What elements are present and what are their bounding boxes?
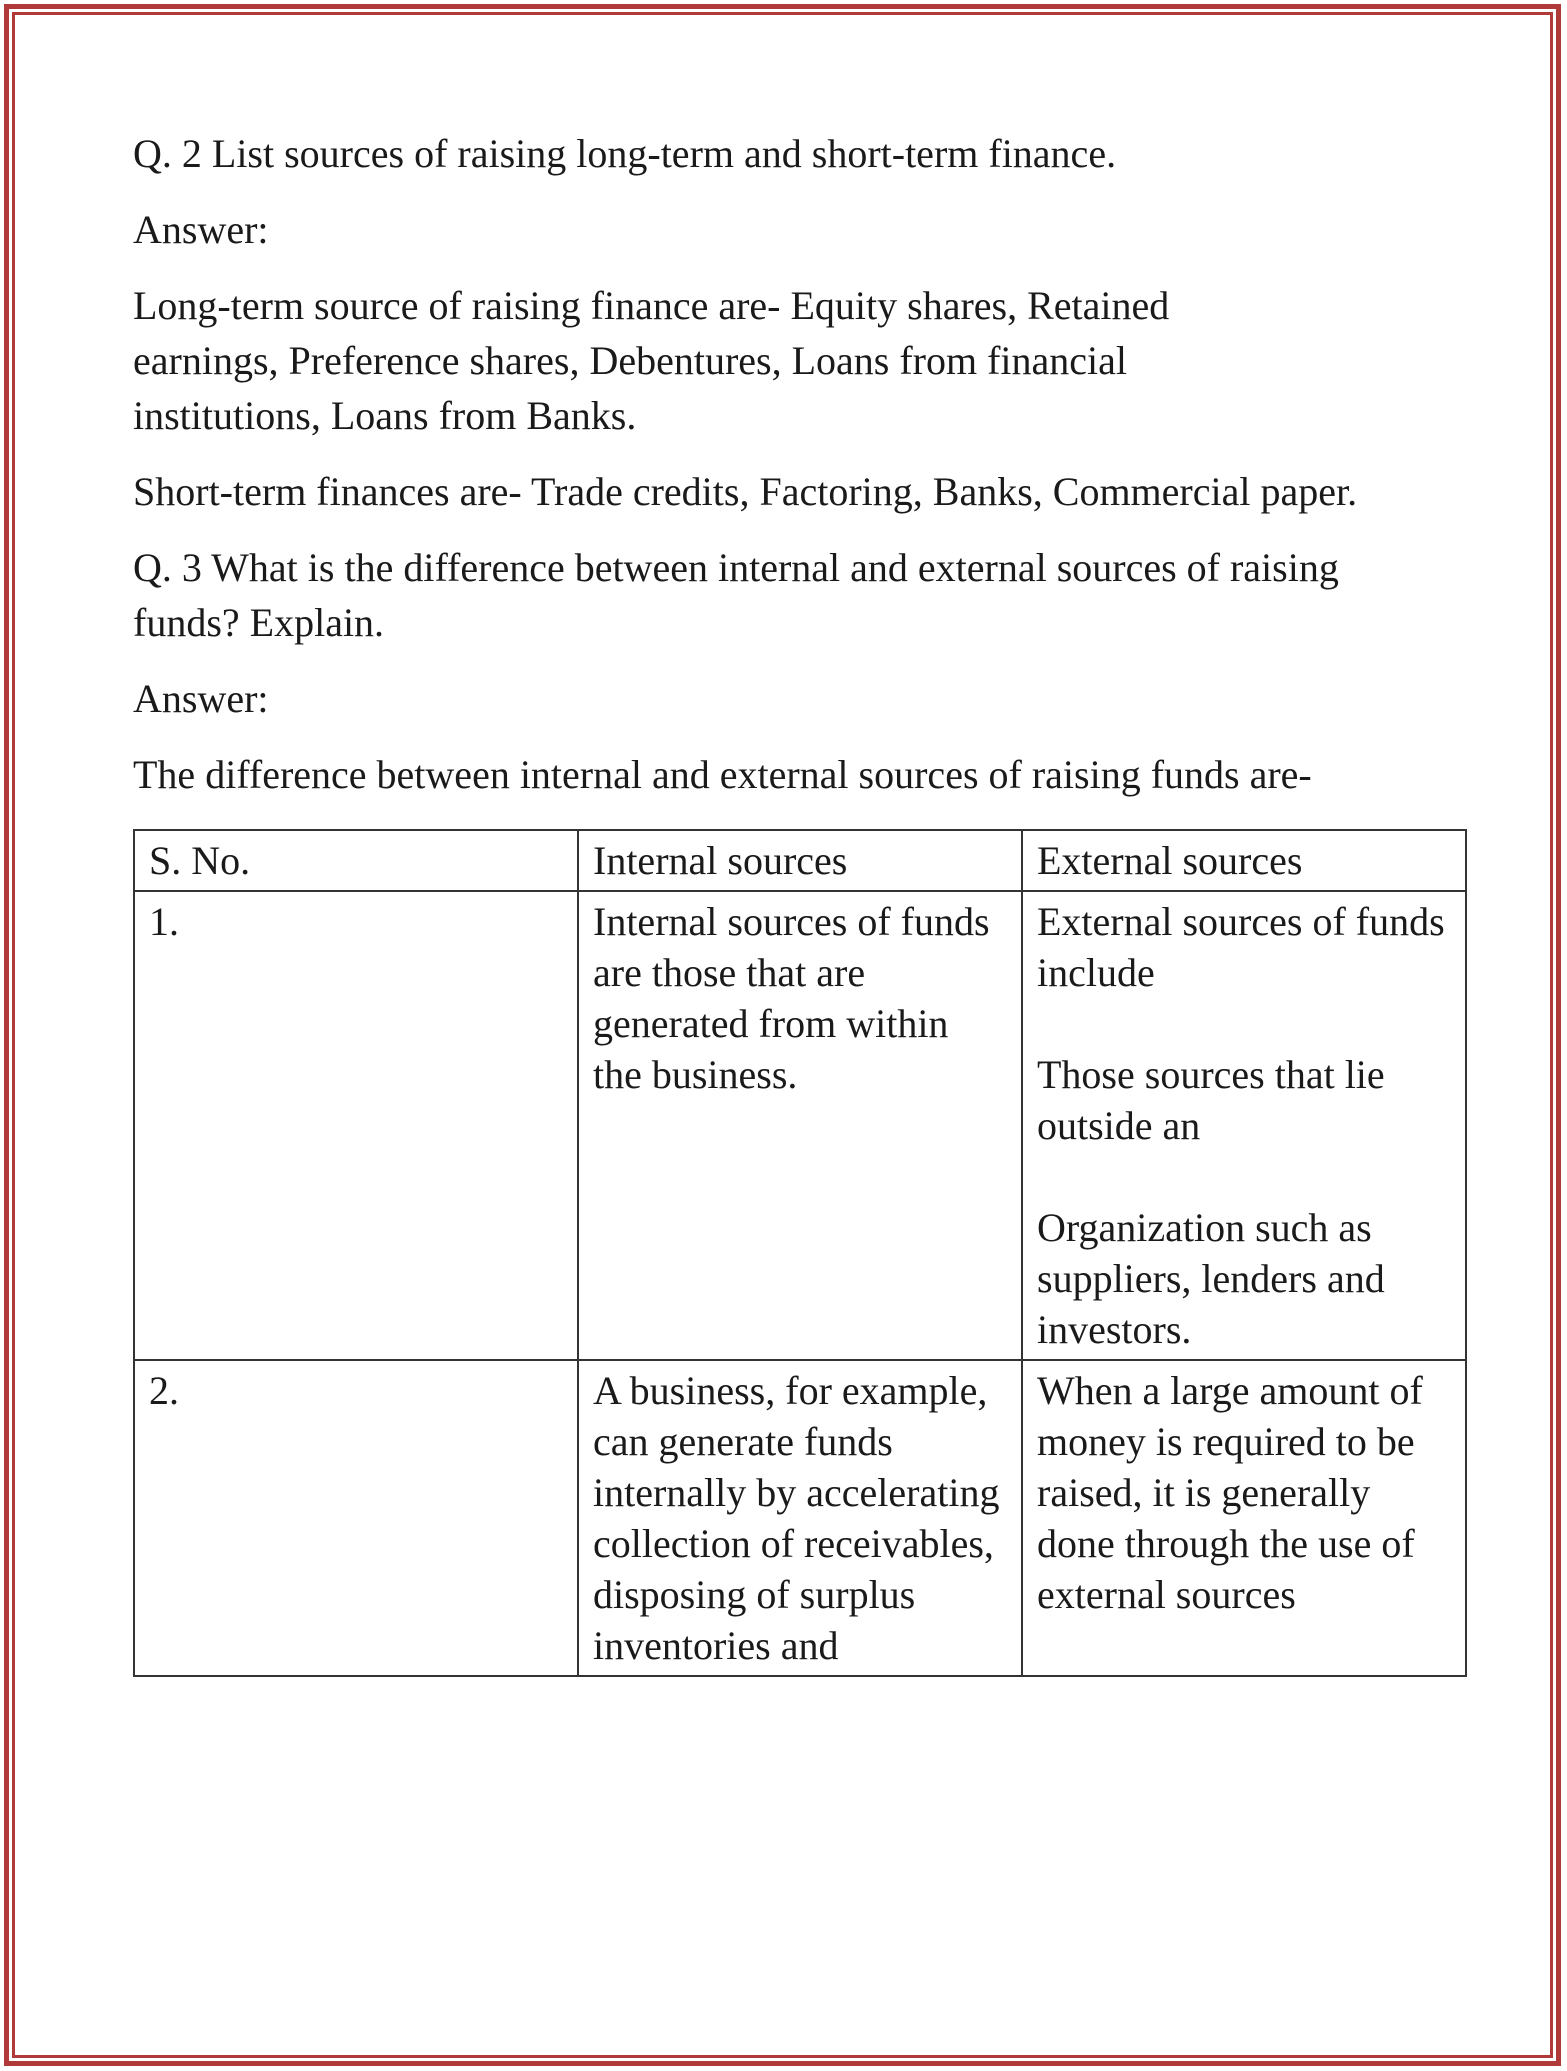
header-internal: Internal sources [578,830,1022,891]
row1-external [1022,891,1466,1360]
q2-short-term-answer: Short-term finances are- Trade credits, Factoring, Banks, Commercial paper. [133,469,1358,514]
row1-sno: 1. [134,891,578,1360]
row2-external: When a large amount of money is required to be raised, it is generally done through the use of external sources [1022,1360,1466,1676]
q3-answer-label: Answer: [133,676,269,721]
row1-external-gap [1037,998,1451,1049]
row1-internal: Internal sources of funds are those that are generated from within the business. [578,891,1022,1360]
q2-long-term-answer: Long-term source of raising finance are- Equity shares, Retained earnings, Preference shares, Debentures, Loans from financial institutions, Loans from Banks. [133,283,1170,438]
difference-table [133,829,1467,1677]
q2-question: Q. 2 List sources of raising long-term and short-term finance. [133,131,1117,176]
q2-answer-label: Answer: [133,207,269,252]
row1-external-part-1: External sources of funds include [1037,899,1445,995]
row1-external-part-2: Those sources that lie outside an [1037,1052,1385,1148]
header-external: External sources [1022,830,1466,891]
row1-external-gap-2 [1037,1151,1451,1202]
q3-question: Q. 3 What is the difference between internal and external sources of raising funds? Explain. [133,545,1339,645]
row2-sno: 2. [134,1360,578,1676]
table-header-row [134,830,1466,891]
header-sno: S. No. [134,830,578,891]
row1-external-part-3: Organization such as suppliers, lenders and investors. [1037,1205,1385,1352]
q3-intro: The difference between internal and external sources of raising funds are- [133,752,1312,797]
document-body [133,126,1463,1677]
row2-internal: A business, for example, can generate funds internally by accelerating collection of receivables, disposing of surplus inventories and [578,1360,1022,1676]
table-row [134,891,1466,1360]
table-row [134,1360,1466,1676]
